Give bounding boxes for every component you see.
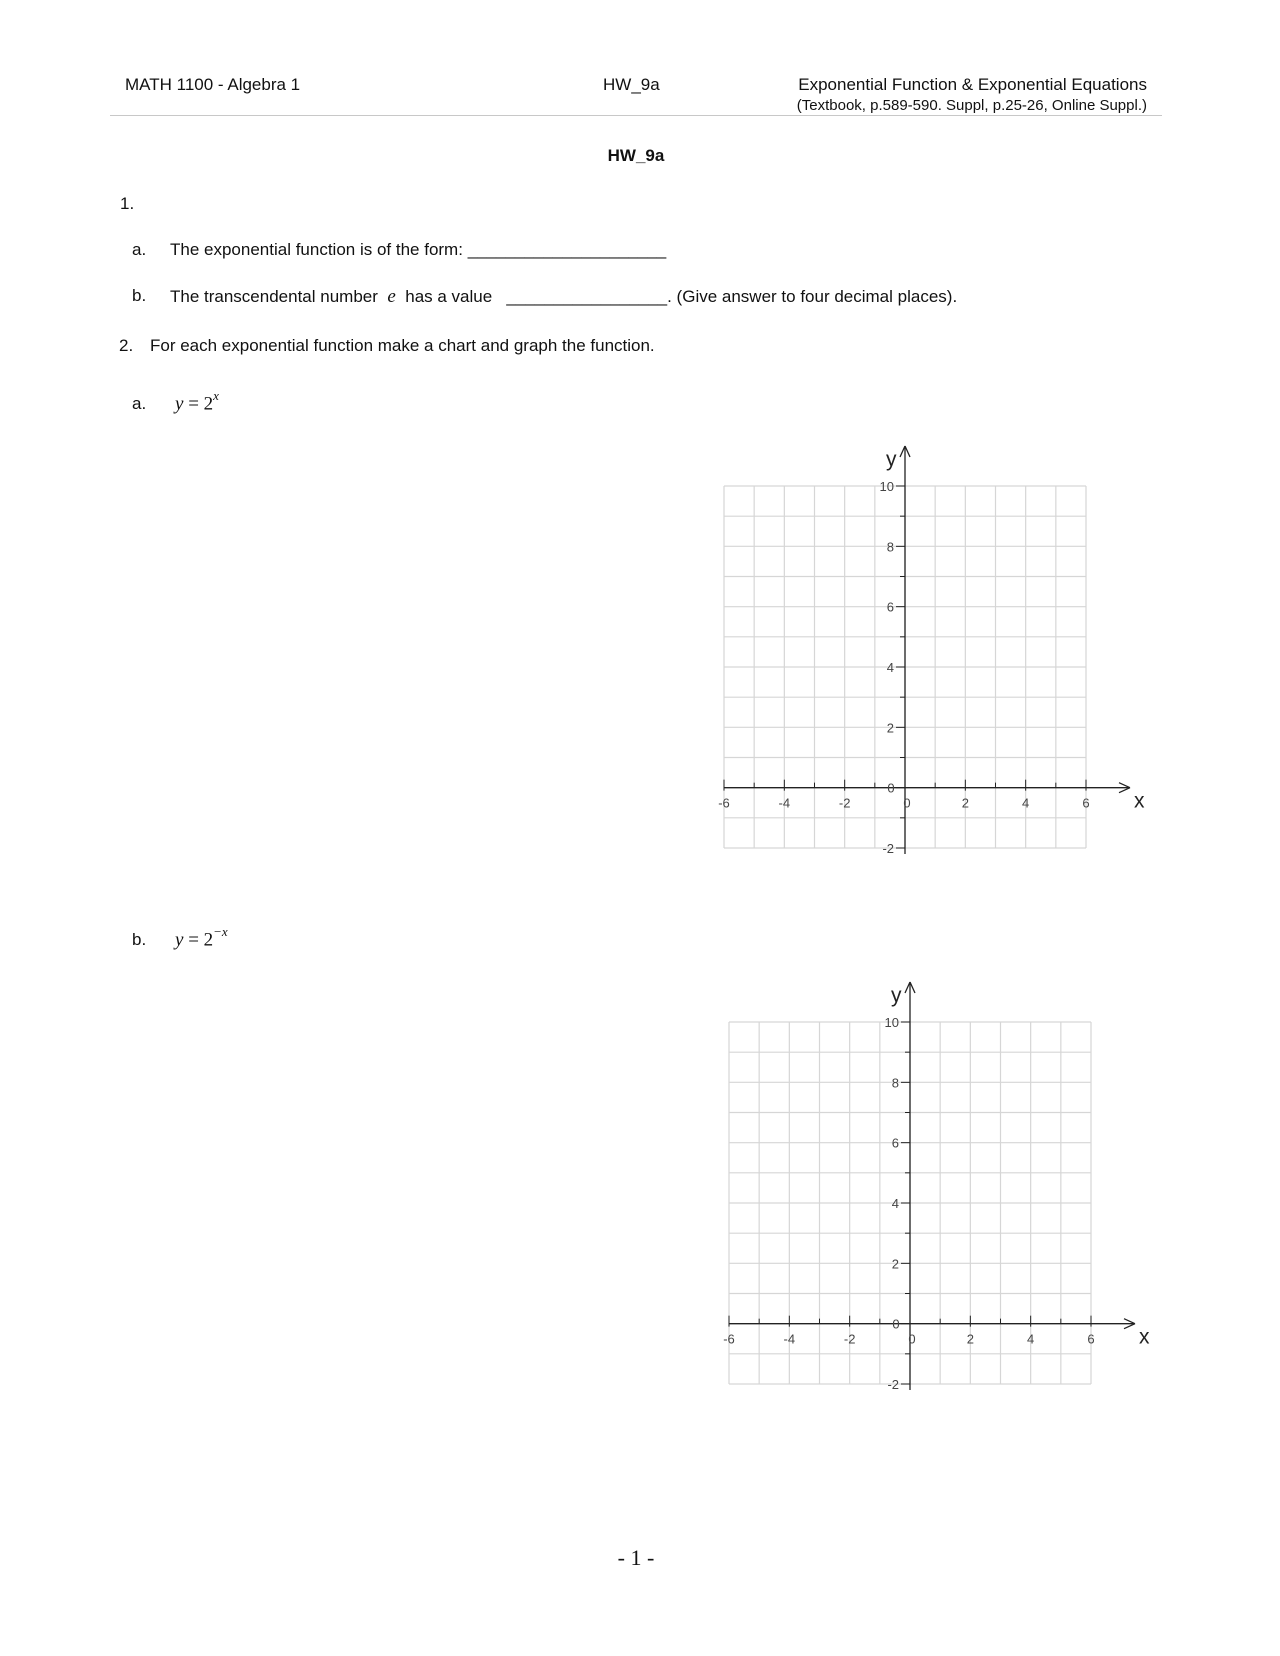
question-2-number: 2. (119, 336, 134, 355)
question-2b-equation (175, 926, 228, 951)
graph-b-x-tick-label: 0 (908, 1331, 916, 1347)
graph-a-y-tick-label: 4 (886, 660, 894, 675)
question-1b-label: b. (132, 286, 147, 305)
graph-b-y-axis-label: y (891, 984, 902, 1007)
graph-a-y-tick-label: 2 (886, 720, 894, 736)
question-2a-lhs: y (175, 393, 184, 415)
question-2-text: For each exponential function make a chart and graph the function. (150, 336, 655, 355)
graph-a-x-tick-label: -2 (838, 795, 851, 811)
graph-b (705, 966, 1185, 1421)
header-divider (110, 115, 1162, 116)
question-1b-text-after: . (Give answer to four decimal places). (667, 287, 958, 306)
graph-b-y-tick-label: 10 (884, 1015, 899, 1030)
question-1-number: 1. (120, 194, 135, 213)
question-1b (170, 286, 957, 308)
graph-b-y-tick-label: 6 (891, 1135, 899, 1151)
graph-b-y-tick-label: -2 (887, 1377, 899, 1392)
graph-a-x-tick-label: 4 (1022, 795, 1030, 811)
reference-note: (Textbook, p.589-590. Suppl, p.25-26, Online Suppl.) (796, 97, 1147, 114)
graph-a-y-axis-label: y (886, 448, 897, 471)
graph-a-y-tick-label: -2 (882, 841, 894, 856)
graph-a-x-tick-label: 6 (1082, 795, 1090, 811)
question-2b-label: b. (132, 930, 147, 949)
topic-title: Exponential Function & Exponential Equations (798, 75, 1147, 94)
graph-a-y-tick-label: 8 (886, 539, 894, 555)
question-1b-variable: e (387, 286, 396, 307)
graph-b-y-tick-label: 4 (891, 1196, 899, 1211)
graph-b-x-tick-label: 6 (1087, 1331, 1095, 1347)
question-2b-exponent: −x (213, 924, 228, 939)
graph-b-x-tick-label: -2 (843, 1331, 856, 1347)
graph-a-y-tick-label: 0 (887, 780, 895, 796)
graph-b-x-tick-label: -6 (723, 1331, 735, 1347)
question-1b-text-mid: has a value (405, 287, 493, 306)
graph-b-x-axis-label: x (1139, 1325, 1150, 1349)
page-title: HW_9a (607, 146, 665, 165)
question-2b-lhs: y (175, 929, 184, 951)
question-1a-text: The exponential function is of the form: (170, 240, 463, 259)
graph-a-x-tick-label: 2 (961, 795, 969, 811)
graph-a-x-tick-label: -6 (718, 795, 730, 811)
graph-a-y-tick-label: 6 (886, 599, 894, 615)
page-number: - 1 - (617, 1545, 655, 1570)
graph-a-x-tick-label: -4 (778, 795, 791, 811)
graph-b-x-tick-label: -4 (783, 1331, 796, 1347)
question-2b-eq: = 2 (183, 929, 214, 951)
graph-a-x-tick-label: 0 (903, 795, 911, 811)
graph-a (700, 430, 1180, 885)
question-1a-label: a. (132, 240, 147, 259)
graph-b-y-tick-label: 2 (891, 1256, 899, 1272)
question-2a-exponent: x (213, 388, 219, 403)
question-2a-eq: = 2 (183, 393, 214, 415)
graph-b-x-tick-label: 2 (966, 1331, 974, 1347)
question-1a (170, 240, 666, 260)
question-2a-label: a. (132, 394, 147, 413)
graph-a-y-tick-label: 10 (879, 479, 894, 494)
course-name: MATH 1100 - Algebra 1 (125, 75, 301, 94)
question-2a-equation (175, 390, 219, 415)
question-1b-blank[interactable]: _________________ (506, 287, 668, 306)
assignment-code: HW_9a (603, 75, 660, 94)
question-1a-blank[interactable]: _____________________ (467, 240, 667, 259)
graph-b-y-tick-label: 8 (891, 1075, 899, 1091)
question-1b-text-before: The transcendental number (170, 287, 378, 306)
graph-a-x-axis-label: x (1134, 789, 1145, 813)
graph-b-y-tick-label: 0 (892, 1316, 900, 1332)
graph-b-x-tick-label: 4 (1027, 1331, 1035, 1347)
